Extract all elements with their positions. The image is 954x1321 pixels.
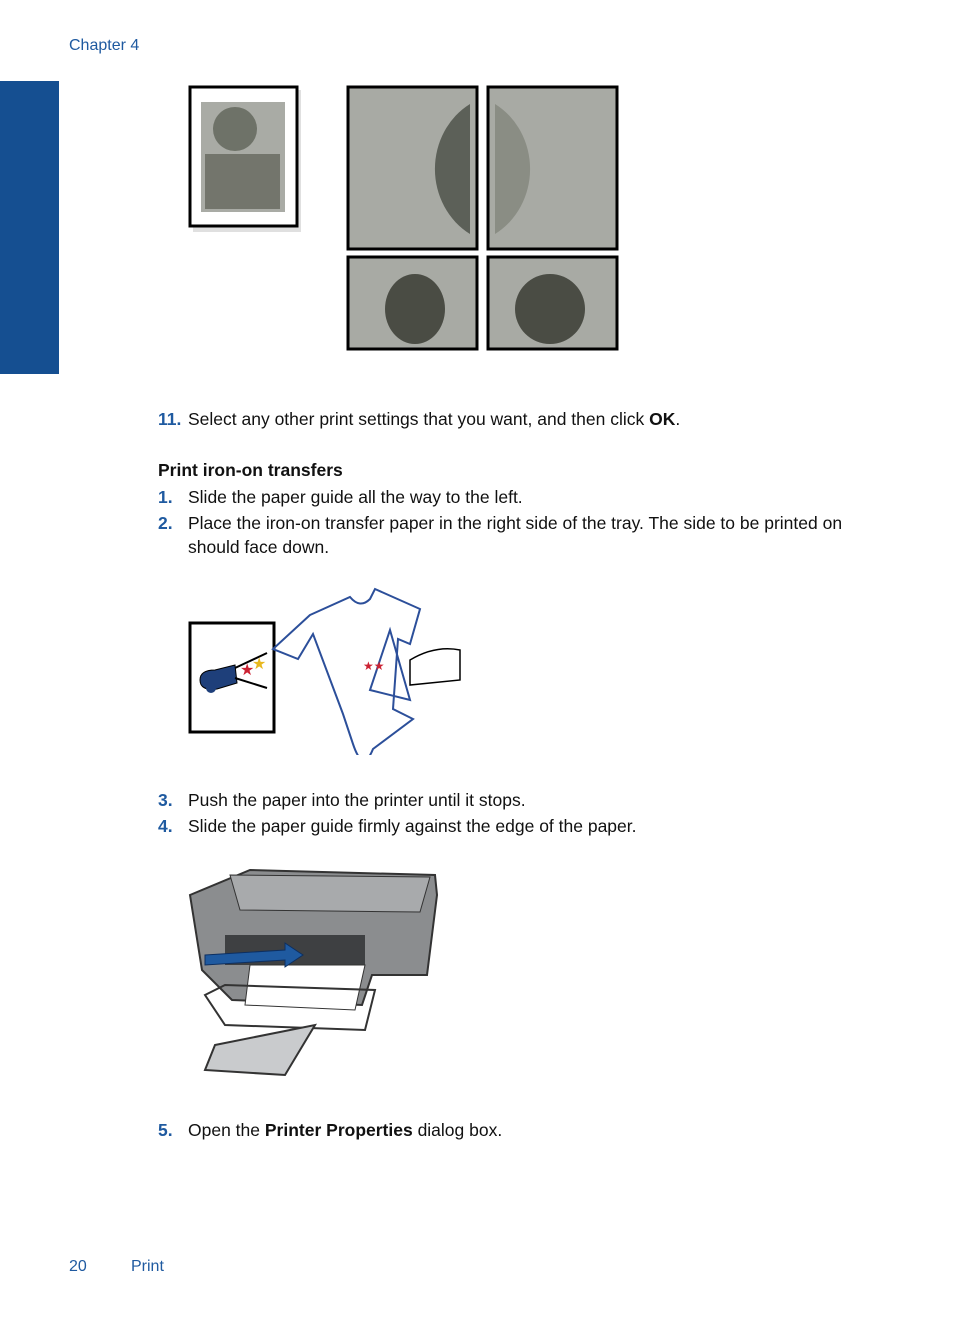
footer-section: Print [131, 1258, 164, 1275]
svg-text:★: ★ [252, 656, 267, 673]
side-tab-label: Print [35, 409, 52, 446]
poster-illustration [185, 84, 630, 359]
section-title: Print iron-on transfers [158, 460, 343, 480]
printer-illustration [185, 865, 445, 1085]
page-number: 20 [69, 1258, 87, 1275]
svg-text:★★: ★★ [363, 659, 385, 673]
chapter-header: Chapter 4 [69, 37, 140, 54]
iron-on-illustration [185, 585, 485, 755]
svg-text:★: ★ [240, 662, 255, 679]
side-tab [0, 81, 59, 446]
